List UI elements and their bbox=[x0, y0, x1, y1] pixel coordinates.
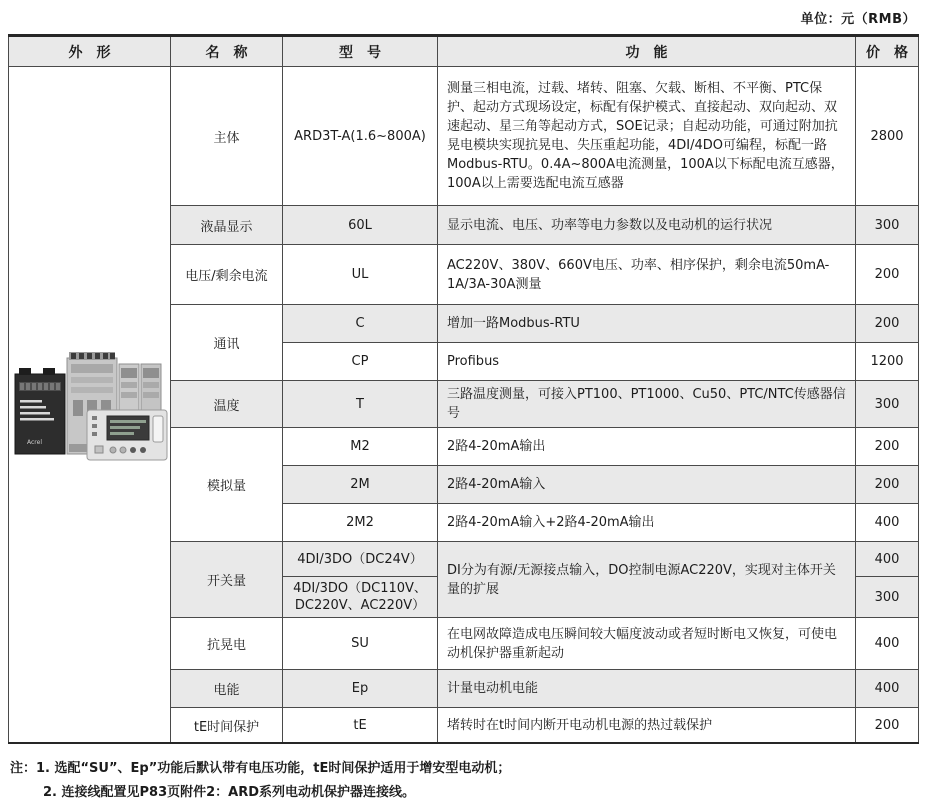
cell-function: AC220V、380V、660V电压、功率、相序保护，剩余电流50mA-1A/3A-30A测量 bbox=[438, 245, 856, 305]
footnotes bbox=[10, 757, 918, 805]
cell-price: 200 bbox=[856, 428, 919, 466]
price-table bbox=[8, 34, 919, 744]
cell-function: 三路温度测量，可接入PT100、PT1000、Cu50、PTC/NTC传感器信号 bbox=[438, 381, 856, 428]
col-header-price: 价 格 bbox=[856, 36, 919, 67]
cell-function: 显示电流、电压、功率等电力参数以及电动机的运行状况 bbox=[438, 206, 856, 245]
cell-price: 2800 bbox=[856, 67, 919, 206]
cell-function: DI分为有源/无源接点输入，DO控制电源AC220V，实现对主体开关量的扩展 bbox=[438, 542, 856, 618]
unit-label: 单位：元（RMB） bbox=[800, 12, 916, 27]
cell-price: 200 bbox=[856, 245, 919, 305]
cell-group-switch: 开关量 bbox=[171, 542, 283, 618]
cell-name: 主体 bbox=[171, 67, 283, 206]
col-header-function: 功 能 bbox=[438, 36, 856, 67]
cell-function: 2路4-20mA输入+2路4-20mA输出 bbox=[438, 504, 856, 542]
cell-price: 300 bbox=[856, 381, 919, 428]
cell-name: 电能 bbox=[171, 670, 283, 708]
col-header-appearance: 外 形 bbox=[9, 36, 171, 67]
cell-price: 300 bbox=[856, 577, 919, 618]
cell-name: 抗晃电 bbox=[171, 618, 283, 670]
cell-price: 400 bbox=[856, 670, 919, 708]
cell-function: 堵转时在t时间内断开电动机电源的热过载保护 bbox=[438, 708, 856, 744]
cell-name: tE时间保护 bbox=[171, 708, 283, 744]
col-header-name: 名 称 bbox=[171, 36, 283, 67]
cell-model: 60L bbox=[283, 206, 438, 245]
cell-price: 400 bbox=[856, 618, 919, 670]
product-photo-cell bbox=[9, 67, 171, 744]
cell-price: 200 bbox=[856, 708, 919, 744]
cell-model: 2M bbox=[283, 466, 438, 504]
cell-model: 2M2 bbox=[283, 504, 438, 542]
cell-model: C bbox=[283, 305, 438, 343]
cell-model: 4DI/3DO（DC110V、DC220V、AC220V） bbox=[283, 577, 438, 618]
svg-text:Acrel: Acrel bbox=[26, 438, 42, 446]
cell-name: 液晶显示 bbox=[171, 206, 283, 245]
cell-price: 400 bbox=[856, 504, 919, 542]
cell-model: CP bbox=[283, 343, 438, 381]
cell-name: 电压/剩余电流 bbox=[171, 245, 283, 305]
cell-model: SU bbox=[283, 618, 438, 670]
cell-function: 2路4-20mA输出 bbox=[438, 428, 856, 466]
col-header-model: 型 号 bbox=[283, 36, 438, 67]
footnote-1: 注：1. 选配“SU”、Ep”功能后默认带有电压功能，tE时间保护适用于增安型电动机； bbox=[10, 761, 511, 776]
cell-model: Ep bbox=[283, 670, 438, 708]
footnote-2: 2. 连接线配置见P83页附件2：ARD系列电动机保护器连接线。 bbox=[43, 785, 416, 800]
cell-function: 在电网故障造成电压瞬间较大幅度波动或者短时断电又恢复，可使电动机保护器重新起动 bbox=[438, 618, 856, 670]
table-row bbox=[9, 67, 919, 206]
cell-model: M2 bbox=[283, 428, 438, 466]
cell-price: 300 bbox=[856, 206, 919, 245]
cell-model: ARD3T-A(1.6~800A) bbox=[283, 67, 438, 206]
cell-model: tE bbox=[283, 708, 438, 744]
cell-price: 200 bbox=[856, 305, 919, 343]
cell-price: 200 bbox=[856, 466, 919, 504]
cell-price: 1200 bbox=[856, 343, 919, 381]
cell-model: T bbox=[283, 381, 438, 428]
product-photo bbox=[11, 344, 169, 462]
cell-function: 测量三相电流，过载、堵转、阻塞、欠载、断相、不平衡、PTC保护、起动方式现场设定，标配有保护模式、直接起动、双向起动、双速起动、星三角等起动方式，SOE记录；自起动功能，可通过附加抗晃电模块实现抗晃电、失压重起功能，4DI/4DO可编程，标配一路Modbus-RTU。0.4A~800A电流测量，100A以下标配电流互感器，100A以上需要选配电流互感器 bbox=[438, 67, 856, 206]
cell-price: 400 bbox=[856, 542, 919, 577]
cell-model: UL bbox=[283, 245, 438, 305]
cell-function: 2路4-20mA输入 bbox=[438, 466, 856, 504]
cell-model: 4DI/3DO（DC24V） bbox=[283, 542, 438, 577]
header-row bbox=[9, 36, 919, 67]
cell-group-analog: 模拟量 bbox=[171, 428, 283, 542]
cell-function: 计量电动机电能 bbox=[438, 670, 856, 708]
cell-function: 增加一路Modbus-RTU bbox=[438, 305, 856, 343]
cell-group-comm: 通讯 bbox=[171, 305, 283, 381]
cell-function: Profibus bbox=[438, 343, 856, 381]
cell-name: 温度 bbox=[171, 381, 283, 428]
